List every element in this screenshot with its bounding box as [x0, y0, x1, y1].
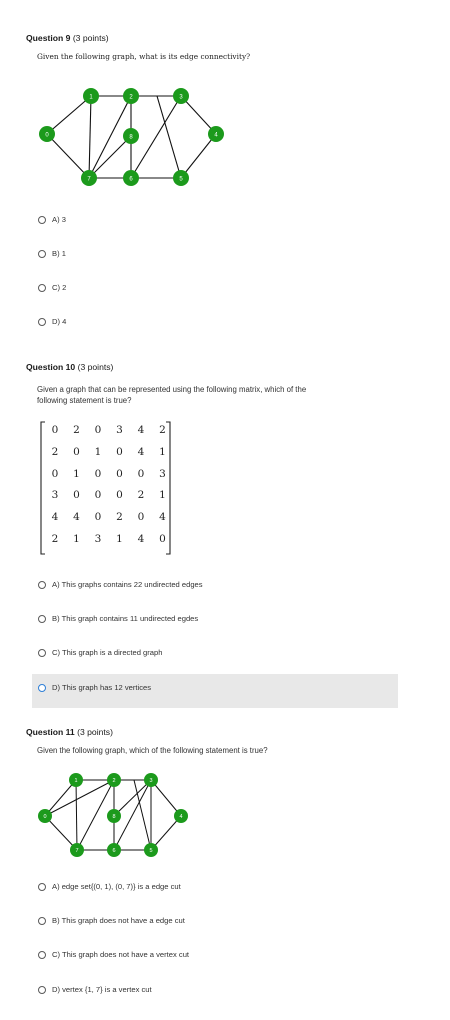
q11-option-b-radio[interactable] [38, 917, 46, 925]
q9-node-0 [39, 126, 55, 142]
q11-node-1 [69, 773, 83, 787]
q9-node-0-label: 0 [45, 132, 49, 139]
q11-node-1-label: 1 [74, 778, 78, 785]
q9-node-1 [83, 88, 99, 104]
matrix-cell-r2-c0: 0 [51, 467, 59, 480]
q9-option-a-radio[interactable] [38, 216, 46, 224]
q11-node-0 [38, 809, 52, 823]
matrix-cell-r5-c3: 1 [116, 533, 123, 545]
matrix-cell-r0-c2: 0 [94, 424, 102, 436]
q11-node-8 [107, 809, 121, 823]
matrix-cell-r3-c2: 0 [94, 489, 102, 502]
q11-option-c-radio[interactable] [38, 951, 46, 959]
q9-option-c[interactable] [38, 283, 66, 292]
q9-node-2 [123, 88, 139, 104]
q11-option-a-label: A) edge set{(0, 1), (0, 7)} is a edge cut [52, 882, 181, 891]
q11-option-d-radio[interactable] [38, 986, 46, 994]
matrix-cell-r3-c0: 3 [51, 489, 59, 502]
matrix-cell-r0-c0: 0 [51, 424, 59, 436]
q9-graph-nodes [39, 88, 224, 186]
matrix-cell-r5-c2: 3 [94, 533, 102, 545]
q9-graph [30, 70, 240, 195]
q11-node-6 [107, 843, 121, 857]
q9-node-7 [81, 170, 97, 186]
q9-edge-1-0 [47, 96, 91, 134]
matrix-cell-r4-c1: 4 [73, 511, 80, 524]
matrix-cell-r3-c3: 0 [116, 489, 123, 502]
q9-option-d-radio[interactable] [38, 318, 46, 326]
q11-option-a-radio[interactable] [38, 883, 46, 891]
q11-node-6-label: 6 [112, 848, 116, 855]
q11-node-4 [174, 809, 188, 823]
matrix-cell-r5-c1: 1 [73, 533, 80, 545]
matrix-cell-r1-c4: 4 [137, 445, 145, 458]
matrix-cell-r1-c2: 1 [94, 445, 102, 458]
q9-option-a[interactable] [38, 215, 66, 224]
q11-node-0-label: 0 [43, 814, 47, 821]
q11-edge-8-3 [114, 780, 151, 816]
q9-points: (3 points) [72, 33, 109, 43]
q9-edge-4-5 [181, 134, 216, 178]
q10-option-a-radio[interactable] [38, 581, 46, 589]
q11-node-5 [144, 843, 158, 857]
q10-points: (3 points) [77, 362, 114, 372]
q11-node-2 [107, 773, 121, 787]
q11-heading [26, 727, 113, 737]
q11-option-b-label: B) This graph does not have a edge cut [52, 916, 185, 925]
matrix-cell-r0-c3: 3 [116, 424, 123, 436]
q10-matrix-left-bracket [41, 422, 45, 554]
q11-option-d-label: D) vertex {1, 7} is a vertex cut [52, 985, 152, 994]
q10-option-d-radio[interactable] [38, 684, 46, 692]
q11-points: (3 points) [77, 727, 113, 737]
q9-node-4-label: 4 [214, 132, 218, 139]
q11-node-7 [70, 843, 84, 857]
q9-option-b-radio[interactable] [38, 250, 46, 258]
q9-node-6 [123, 170, 139, 186]
matrix-cell-r2-c3: 0 [116, 467, 123, 480]
q10-heading [26, 362, 113, 372]
q11-node-3-label: 3 [149, 778, 153, 785]
q9-node-2-label: 2 [129, 94, 133, 101]
q9-node-3 [173, 88, 189, 104]
q10-option-c[interactable] [38, 648, 162, 657]
q9-option-c-label: C) 2 [52, 283, 67, 292]
q11-node-5-label: 5 [149, 848, 153, 855]
q9-option-d-label: D) 4 [52, 317, 67, 326]
q9-edge-x-5 [157, 96, 181, 178]
q11-node-8-label: 8 [112, 814, 116, 821]
q9-heading [26, 33, 109, 43]
matrix-cell-r5-c0: 2 [51, 533, 59, 545]
matrix-cell-r0-c4: 4 [137, 424, 145, 436]
q9-node-4 [208, 126, 224, 142]
q11-node-4-label: 4 [179, 814, 183, 821]
matrix-cell-r3-c4: 2 [137, 489, 145, 502]
q11-option-c-label: C) This graph does not have a vertex cut [52, 950, 190, 959]
q9-node-5-label: 5 [179, 176, 183, 183]
q9-edge-1-7 [89, 96, 91, 178]
matrix-cell-r4-c0: 4 [51, 511, 59, 524]
q9-node-6-label: 6 [129, 176, 133, 183]
matrix-cell-r4-c3: 2 [116, 511, 123, 524]
q11-edge-x-5 [134, 780, 151, 850]
matrix-cell-r3-c1: 0 [73, 489, 80, 502]
q11-edge-3-4 [151, 780, 181, 816]
matrix-cell-r2-c5: 3 [159, 467, 166, 480]
q11-option-a[interactable] [38, 882, 181, 891]
q10-matrix [38, 420, 173, 556]
q9-node-5 [173, 170, 189, 186]
q9-option-b-label: B) 1 [52, 249, 66, 258]
matrix-cell-r4-c4: 0 [137, 511, 145, 524]
q10-option-a[interactable] [38, 580, 203, 589]
matrix-cell-r1-c5: 1 [159, 445, 166, 458]
q10-option-c-radio[interactable] [38, 649, 46, 657]
matrix-cell-r1-c3: 0 [116, 445, 123, 458]
q10-option-b-radio[interactable] [38, 615, 46, 623]
q10-option-d[interactable] [38, 683, 151, 692]
q10-option-a-label: A) This graphs contains 22 undirected edges [52, 580, 203, 589]
q11-graph-nodes [38, 773, 188, 857]
matrix-cell-r5-c5: 0 [159, 533, 166, 545]
q11-node-2-label: 2 [112, 778, 116, 785]
q11-option-d[interactable] [38, 985, 152, 994]
q10-option-d-label: D) This graph has 12 vertices [52, 683, 152, 692]
q9-option-d[interactable] [38, 317, 66, 326]
q9-edge-8-7 [89, 136, 131, 178]
q9-question-text: Given the following graph, what is its edge connectivity? [37, 52, 251, 61]
q10-option-b[interactable] [38, 614, 198, 623]
q10-question-text [37, 384, 407, 406]
matrix-cell-r1-c1: 0 [73, 445, 80, 458]
q11-title: Question 11 [26, 727, 75, 737]
q11-graph [30, 770, 195, 860]
q11-node-3 [144, 773, 158, 787]
matrix-cell-r2-c2: 0 [94, 467, 102, 480]
q9-option-c-radio[interactable] [38, 284, 46, 292]
q9-title: Question 9 [26, 33, 71, 43]
matrix-cell-r1-c0: 2 [51, 445, 59, 458]
q11-edge-1-7 [76, 780, 77, 850]
q9-node-8 [123, 128, 139, 144]
matrix-cell-r2-c1: 1 [73, 467, 80, 480]
q10-question-line1: Given a graph that can be represented using the following matrix, which of the [37, 385, 307, 394]
q9-option-b[interactable] [38, 249, 66, 258]
matrix-cell-r5-c4: 4 [137, 533, 145, 545]
q11-option-c[interactable] [38, 950, 189, 959]
q11-edge-0-7 [45, 816, 77, 850]
q9-edge-0-7 [47, 134, 89, 178]
q9-node-7-label: 7 [87, 176, 91, 183]
q10-option-c-label: C) This graph is a directed graph [52, 648, 163, 657]
q11-question-text: Given the following graph, which of the following statement is true? [37, 746, 268, 755]
q11-node-7-label: 7 [75, 848, 79, 855]
matrix-cell-r2-c4: 0 [137, 467, 145, 480]
matrix-cell-r0-c5: 2 [159, 424, 166, 436]
q11-option-b[interactable] [38, 916, 185, 925]
q9-node-3-label: 3 [179, 94, 183, 101]
q9-node-8-label: 8 [129, 134, 133, 141]
matrix-cell-r4-c5: 4 [159, 511, 166, 524]
q10-title: Question 10 [26, 362, 76, 372]
q10-question-line2: following statement is true? [37, 396, 132, 405]
q9-option-a-label: A) 3 [52, 215, 66, 224]
matrix-cell-r4-c2: 0 [94, 511, 102, 524]
q11-edge-1-0 [45, 780, 76, 816]
matrix-cell-r0-c1: 2 [73, 424, 80, 436]
q9-node-1-label: 1 [89, 94, 93, 101]
q10-option-b-label: B) This graph contains 11 undirected egdes [52, 614, 199, 623]
matrix-cell-r3-c5: 1 [159, 489, 166, 502]
